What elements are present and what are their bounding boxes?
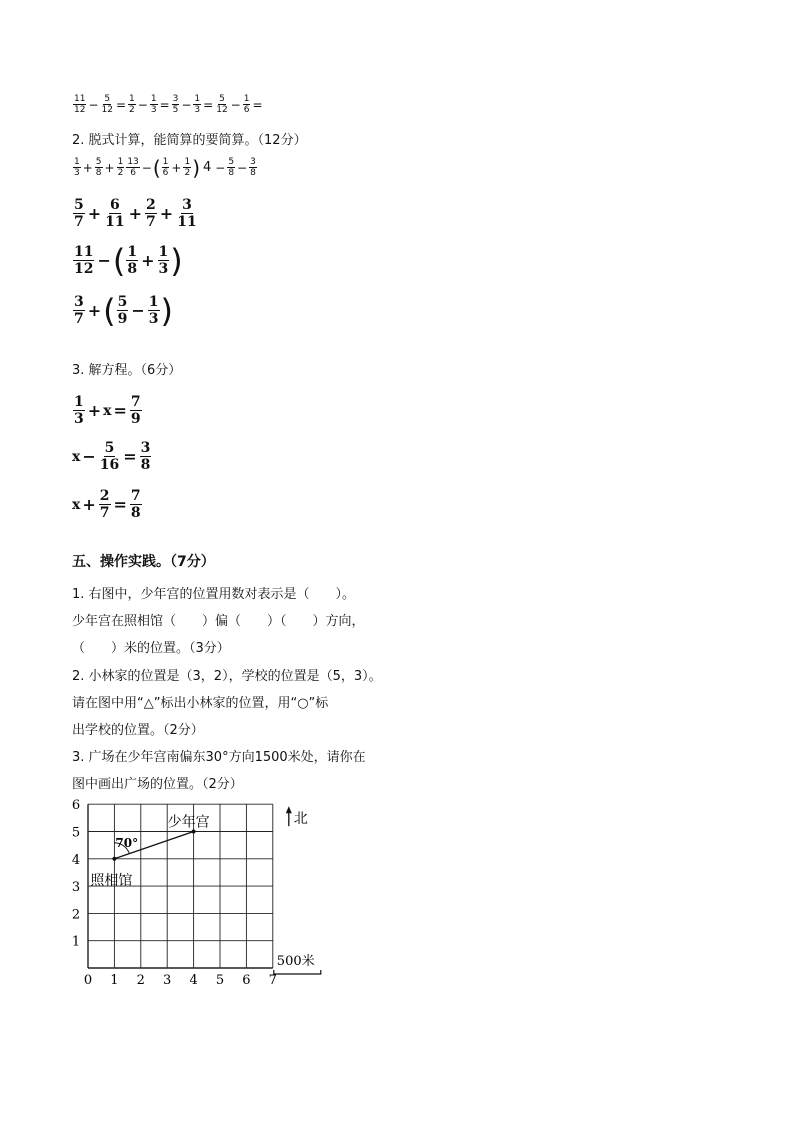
y-tick-label: 2 [71, 907, 81, 923]
calc-row-2: $\frac{5}{7}$ + $\frac{6}{11}$ + $\frac{2}{7}$ + $\frac{3}{11}$ [74, 197, 197, 230]
section5-heading: 五、操作实践。（7分） [72, 554, 215, 570]
equation-2: x − $\frac{5}{16}$ = $\frac{3}{8}$ [72, 440, 151, 473]
studio-label: 照相馆 [90, 872, 133, 889]
y-tick-label: 1 [71, 934, 81, 950]
section2-title: 2. 脱式计算，能简算的要简算。（12分） [72, 133, 307, 148]
question-2-line-1: 2. 小林家的位置是（3，2），学校的位置是（5，3）。 [72, 669, 382, 684]
question-3-line-2: 图中画出广场的位置。（2分） [72, 777, 243, 792]
north-arrow [286, 806, 292, 826]
calc-row-1: $\frac{1}{3}$ + $\frac{5}{8}$ + $\frac{1}{2}$ $\frac{13}{6}$ − ( $\frac{1}{6}$ + $\frac{1}{2}$ ) 4 − $\frac{5}{8}$ − $\frac{3}{8}$ [74, 155, 256, 180]
x-tick-label: 3 [163, 973, 172, 988]
palace-label: 少年宫 [167, 814, 210, 831]
calc-row-3: $\frac{11}{12}$ − ( $\frac{1}{8}$ + $\frac{1}{3}$ ) [74, 241, 183, 280]
question-1-line-3: （ ）米的位置。（3分） [72, 641, 230, 656]
x-tick-label: 2 [136, 973, 145, 988]
question-2-line-3: 出学校的位置。（2分） [72, 723, 204, 738]
north-arrowhead-icon [286, 806, 292, 813]
x-tick-label: 7 [268, 973, 277, 988]
question-3-line-1: 3. 广场在少年宫南偏东30°方向1500米处，请你在 [72, 750, 366, 765]
angle-label: 70° [115, 835, 139, 850]
y-tick-label: 6 [71, 798, 81, 814]
x-tick-label: 0 [83, 973, 93, 988]
y-tick-label: 3 [71, 880, 81, 896]
question-1-line-2: 少年宫在照相馆（ ）偏（ ）（ ）方向， [72, 614, 365, 629]
scale-label: 500米 [276, 954, 315, 969]
y-tick-label: 5 [71, 825, 81, 841]
x-tick-label: 5 [215, 973, 225, 988]
calc-row-4: $\frac{3}{7}$ + ( $\frac{5}{9}$ − $\frac{1}{3}$ ) [74, 291, 174, 330]
north-label: 北 [293, 811, 308, 828]
equation-1: $\frac{1}{3}$ + x = $\frac{7}{9}$ [74, 394, 141, 427]
question-1-line-1: 1. 右图中，少年宫的位置用数对表示是（ ）。 [72, 587, 356, 602]
y-tick-label: 4 [71, 852, 81, 868]
section3-title: 3. 解方程。（6分） [72, 363, 182, 378]
x-tick-label: 4 [189, 973, 198, 988]
studio-point [112, 857, 116, 861]
x-tick-label: 6 [242, 973, 251, 988]
scale-bar [274, 970, 321, 974]
coordinate-grid [60, 798, 340, 994]
x-tick-label: 1 [110, 973, 119, 988]
fraction-calc-row: $\frac{11}{12}$ − $\frac{5}{12}$ = $\frac{1}{2}$ − $\frac{1}{3}$ = $\frac{3}{5}$ − $\frac{1}{3}$ = $\frac{5}{12}$ − $\frac{1}{6}$ = [74, 94, 263, 115]
question-2-line-2: 请在图中用“△”标出小林家的位置，用“○”标 [72, 696, 329, 711]
equation-3: x + $\frac{2}{7}$ = $\frac{7}{8}$ [72, 488, 141, 521]
